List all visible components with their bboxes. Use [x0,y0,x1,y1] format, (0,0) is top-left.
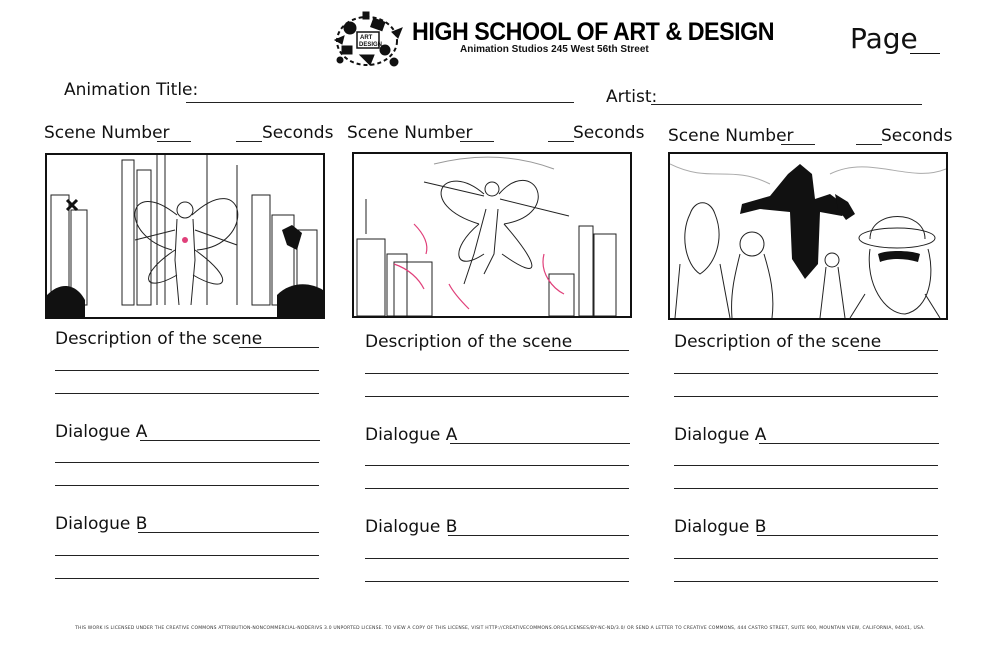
school-address: Animation Studios 245 West 56th Street [460,44,649,55]
dialogue-b-line[interactable] [674,581,938,582]
dialogue-b-line[interactable] [365,558,629,559]
dialogue-b-field[interactable] [138,532,319,533]
dialogue-b-field[interactable] [448,535,629,536]
dialogue-a-line[interactable] [55,485,319,486]
sketch-frame [45,153,325,319]
description-field[interactable] [239,347,319,348]
seconds-field[interactable] [548,141,574,142]
seconds-label: Seconds [881,126,953,146]
description-field[interactable] [858,350,938,351]
description-line[interactable] [365,396,629,397]
dialogue-b-line[interactable] [55,578,319,579]
svg-text:DESIGN: DESIGN [359,42,383,48]
sketch-frame [352,152,632,318]
dialogue-a-line[interactable] [55,462,319,463]
dialogue-a-field[interactable] [450,443,630,444]
dialogue-b-line[interactable] [674,558,938,559]
sketch-winged-hero-in-city [47,155,323,317]
description-line[interactable] [674,396,938,397]
description-line[interactable] [55,370,319,371]
scene-number-label: Scene Number [347,123,473,143]
dialogue-a-line[interactable] [674,465,938,466]
dialogue-b-label: Dialogue B [55,514,148,534]
description-label: Description of the scene [55,329,263,349]
dialogue-b-label: Dialogue B [674,517,767,537]
dialogue-b-field[interactable] [757,535,938,536]
sketch-winged-hero-flying [354,154,630,316]
animation-title-field[interactable] [186,102,574,103]
seconds-field[interactable] [856,144,882,145]
dialogue-a-field[interactable] [759,443,939,444]
seconds-field[interactable] [236,141,262,142]
scene-number-label: Scene Number [668,126,794,146]
dialogue-a-field[interactable] [140,440,320,441]
animation-title-label: Animation Title: [64,80,199,100]
description-line[interactable] [55,393,319,394]
scene-number-label: Scene Number [44,123,170,143]
dialogue-a-label: Dialogue A [365,425,458,445]
scene-number-field[interactable] [460,141,494,142]
dialogue-a-label: Dialogue A [55,422,148,442]
dialogue-a-line[interactable] [365,465,629,466]
seconds-label: Seconds [573,123,645,143]
page-label: Page [850,22,918,55]
scene-number-field[interactable] [157,141,191,142]
school-title: HIGH SCHOOL OF ART & DESIGN [412,18,775,46]
license-notice: THIS WORK IS LICENSED UNDER THE CREATIVE COMMONS ATTRIBUTION-NONCOMMERCIAL-NODERIVS 3.0 UNPORTED LICENSE. TO VIEW A COPY OF THIS LICENSE, VISIT HTTP://CREATIVECOMMONS.ORG/LICENSES/BY-NC-ND/3.0/ OR SEND A LETTER TO CREATIVE COMMONS, 444 CASTRO STREET, SUITE 900, MOUNTAIN VIEW, CALIFORNIA, 94041, USA. [75,626,925,631]
scene-number-field[interactable] [781,144,815,145]
sketch-group-of-characters [670,154,946,318]
artist-label: Artist: [606,87,658,107]
description-label: Description of the scene [674,332,882,352]
page-number-field[interactable] [910,53,940,54]
dialogue-a-line[interactable] [365,488,629,489]
dialogue-b-line[interactable] [55,555,319,556]
dialogue-b-line[interactable] [365,581,629,582]
dialogue-a-label: Dialogue A [674,425,767,445]
dialogue-a-line[interactable] [674,488,938,489]
school-logo [330,10,405,72]
dialogue-b-label: Dialogue B [365,517,458,537]
sketch-frame [668,152,948,320]
description-label: Description of the scene [365,332,573,352]
seconds-label: Seconds [262,123,334,143]
description-field[interactable] [549,350,629,351]
description-line[interactable] [365,373,629,374]
description-line[interactable] [674,373,938,374]
svg-text:ART: ART [360,35,373,41]
artist-field[interactable] [651,104,922,105]
